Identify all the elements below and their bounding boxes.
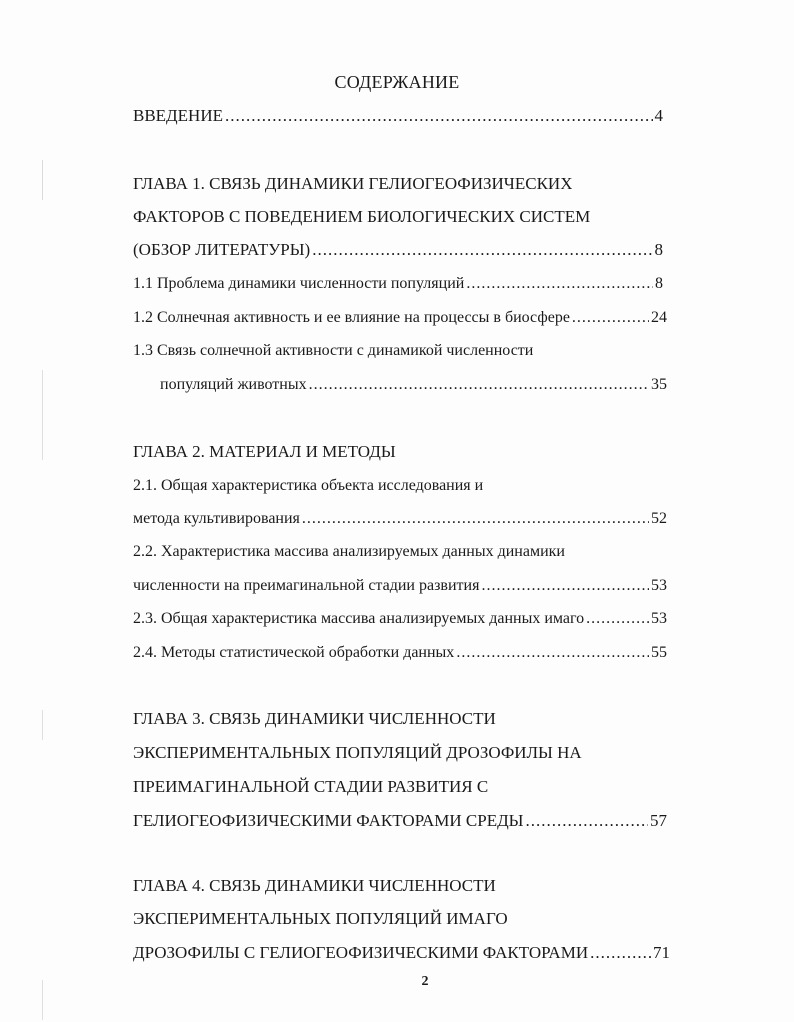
toc-leader-dots (456, 644, 649, 662)
chapter3-heading-line1: ГЛАВА 3. СВЯЗЬ ДИНАМИКИ ЧИСЛЕННОСТИ (133, 709, 496, 728)
toc-entry-text: 2.4. Методы статистической обработки данных (133, 644, 455, 661)
toc-entry-page: 53 (651, 610, 667, 627)
toc-entry-page: 71 (653, 943, 670, 962)
toc-entry-2-2-line1: 2.2. Характеристика массива анализируемых данных динамики (133, 543, 565, 560)
toc-entry-chapter1 (133, 240, 663, 260)
toc-entry-chapter4 (133, 943, 670, 963)
chapter3-heading-line2: ЭКСПЕРИМЕНТАЛЬНЫХ ПОПУЛЯЦИЙ ДРОЗОФИЛЫ НА (133, 743, 582, 762)
toc-entry-page: 35 (651, 376, 667, 393)
page-number: 2 (421, 974, 429, 989)
chapter3-heading-line3: ПРЕИМАГИНАЛЬНОЙ СТАДИИ РАЗВИТИЯ С (133, 777, 489, 796)
chapter4-heading-line2: ЭКСПЕРИМЕНТАЛЬНЫХ ПОПУЛЯЦИЙ ИМАГО (133, 909, 508, 928)
chapter1-heading-line2: ФАКТОРОВ С ПОВЕДЕНИЕМ БИОЛОГИЧЕСКИХ СИСТЕМ (133, 207, 591, 226)
toc-entry-page: 8 (654, 240, 663, 259)
toc-leader-dots (481, 577, 649, 595)
toc-leader-dots (312, 240, 652, 260)
toc-entry-page: 53 (651, 577, 667, 594)
toc-entry-page: 8 (655, 275, 663, 292)
toc-entry-text: ВВЕДЕНИЕ (133, 106, 223, 125)
toc-entry-page: 4 (654, 106, 663, 125)
toc-leader-dots (302, 510, 649, 528)
toc-entry-text: популяций животных (160, 376, 307, 393)
toc-leader-dots (586, 610, 649, 628)
toc-entry-chapter3 (133, 811, 667, 831)
toc-entry-1-1 (133, 275, 663, 293)
toc-entry-text: ГЕЛИОГЕОФИЗИЧЕСКИМИ ФАКТОРАМИ СРЕДЫ (133, 811, 524, 830)
toc-entry-page: 24 (651, 309, 667, 326)
toc-entry-text: ДРОЗОФИЛЫ С ГЕЛИОГЕОФИЗИЧЕСКИМИ ФАКТОРАМИ (133, 943, 589, 962)
toc-entry-1-3 (160, 376, 667, 394)
chapter2-heading: ГЛАВА 2. МАТЕРИАЛ И МЕТОДЫ (133, 442, 396, 461)
toc-entry-text: 1.2 Солнечная активность и ее влияние на процессы в биосфере (133, 309, 570, 326)
toc-leader-dots (225, 106, 653, 126)
toc-entry-2-3 (133, 610, 667, 628)
toc-entry-text: (ОБЗОР ЛИТЕРАТУРЫ) (133, 240, 311, 259)
toc-entry-2-2 (133, 577, 667, 595)
toc-entry-2-4 (133, 644, 667, 662)
scan-margin-mark (42, 710, 43, 740)
scan-margin-mark (42, 370, 43, 460)
toc-entry-1-2 (133, 309, 667, 327)
page-title: СОДЕРЖАНИЕ (334, 72, 460, 92)
toc-entry-intro (133, 106, 663, 126)
toc-entry-page: 57 (650, 811, 667, 830)
chapter4-heading-line1: ГЛАВА 4. СВЯЗЬ ДИНАМИКИ ЧИСЛЕННОСТИ (133, 876, 496, 895)
toc-entry-1-3-line1: 1.3 Связь солнечной активности с динамикой численности (133, 342, 534, 359)
toc-leader-dots (526, 811, 648, 831)
chapter1-heading-line1: ГЛАВА 1. СВЯЗЬ ДИНАМИКИ ГЕЛИОГЕОФИЗИЧЕСКИХ (133, 174, 573, 193)
scan-margin-mark (42, 160, 43, 200)
toc-leader-dots (590, 943, 651, 963)
toc-leader-dots (466, 275, 653, 293)
toc-entry-text: метода культивирования (133, 510, 300, 527)
toc-entry-text: численности на преимагинальной стадии развития (133, 577, 480, 594)
toc-entry-2-1 (133, 510, 667, 528)
toc-entry-page: 55 (651, 644, 667, 661)
toc-entry-2-1-line1: 2.1. Общая характеристика объекта исследования и (133, 477, 484, 494)
toc-leader-dots (309, 376, 649, 394)
toc-entry-text: 2.3. Общая характеристика массива анализируемых данных имаго (133, 610, 585, 627)
toc-entry-page: 52 (651, 510, 667, 527)
toc-leader-dots (572, 309, 649, 327)
toc-entry-text: 1.1 Проблема динамики численности популяций (133, 275, 465, 292)
